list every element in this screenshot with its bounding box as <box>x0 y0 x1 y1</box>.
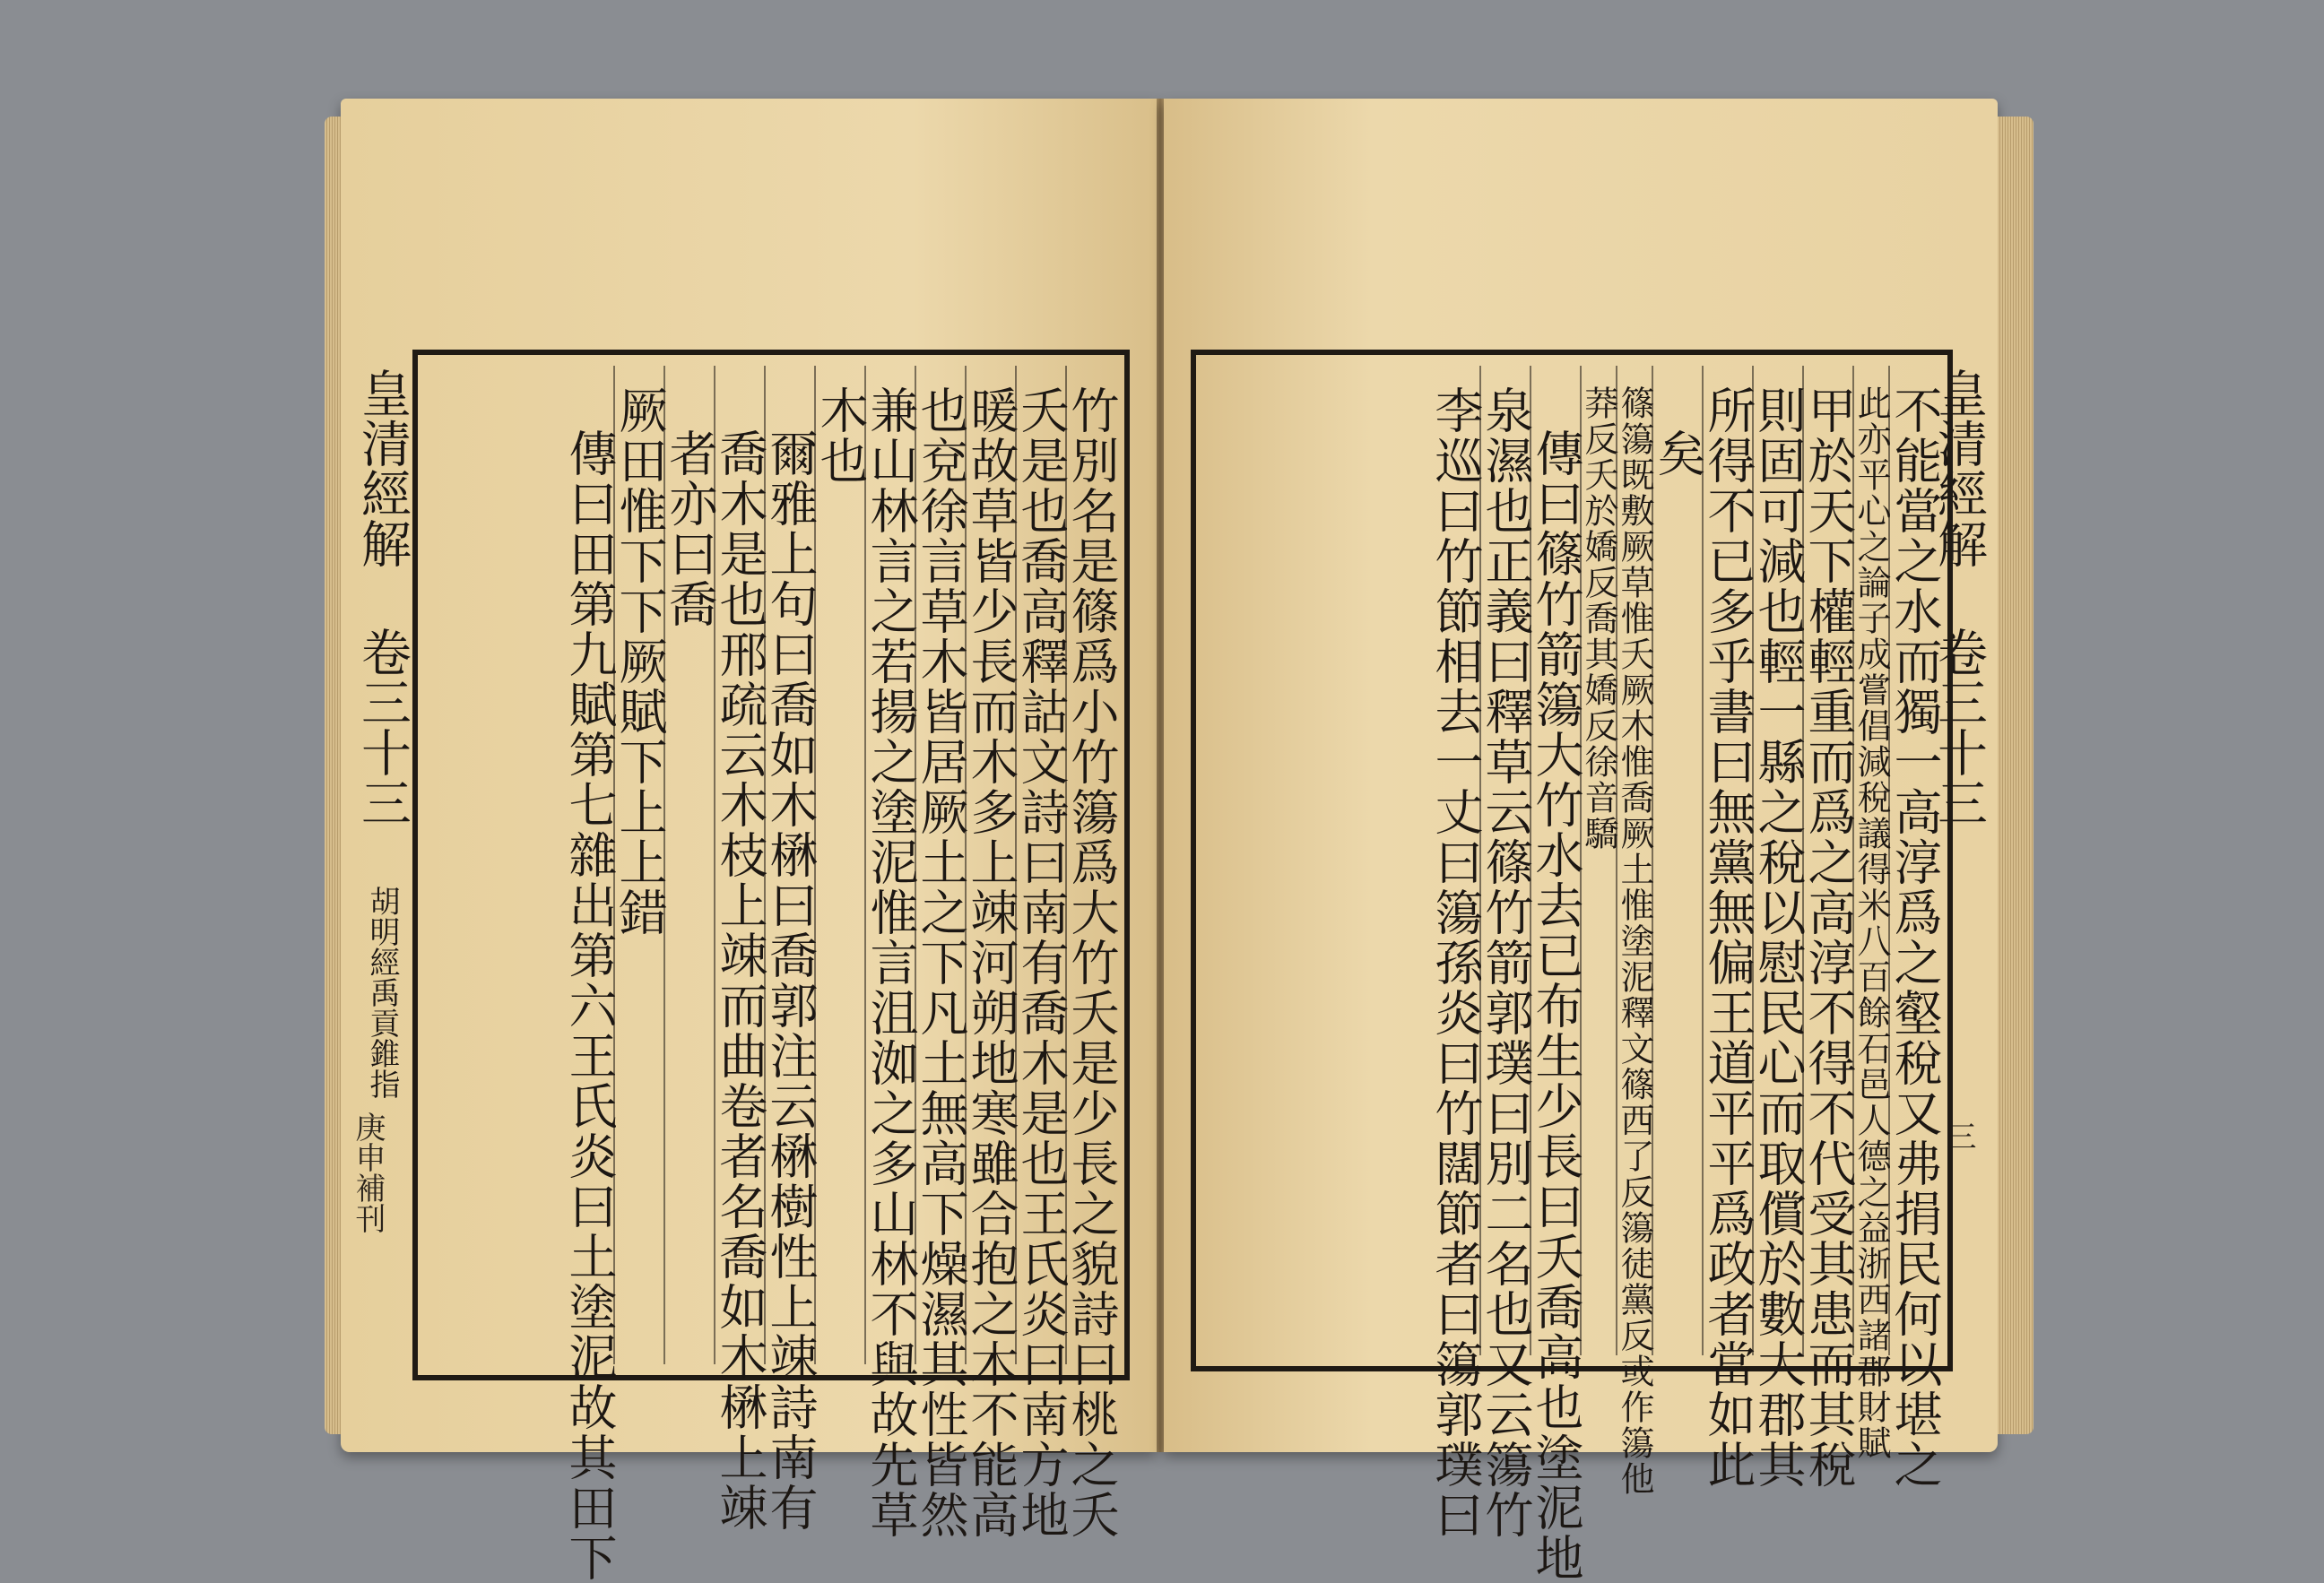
text-column: 泉濕也正義曰釋草云篠竹箭郭璞曰別二名也又云簜竹 <box>1479 366 1530 1355</box>
text-column: 篠簜既敷厥草惟夭厥木惟喬厥土惟塗泥釋文篠西了反簜徒黨反或作簜他 <box>1616 366 1652 1355</box>
text-column: 喬木是也邢疏云木枝上竦而曲卷者名喬如木楙上竦 <box>714 366 764 1364</box>
text-column: 李巡曰竹節相去一丈曰簜孫炎曰竹闊節者曰簜郭璞曰 <box>1427 385 1484 1540</box>
text-column: 爾雅上句曰喬如木楙曰喬郭注云楙樹性上竦詩南有 <box>764 366 814 1364</box>
left-text-frame <box>412 350 1130 1583</box>
right-text-frame <box>1191 350 1953 1583</box>
text-column: 兼山林言之若揚之塗泥惟言沮洳之多山林不與故先草 <box>864 366 915 1364</box>
right-margin-volume: 卷三十三 <box>1929 627 1988 827</box>
text-column: 暖故草皆少長而木多上竦河朔地寒雖合抱之木不能高 <box>965 366 1015 1364</box>
right-columns <box>1205 366 1943 1583</box>
text-column: 傳曰田第九賦第七雜出第六王氏炎曰土塗泥故其田下 <box>561 428 618 1583</box>
right-fold-note: 三 <box>1940 1120 1976 1151</box>
left-margin-note: 胡明經禹貢錐指 <box>364 886 400 1099</box>
text-column: 矣 <box>1652 366 1702 1355</box>
text-column: 者亦曰喬 <box>663 366 714 1364</box>
text-column: 也兗徐言草木皆居厥土之下凡土無高下燥濕其性皆然 <box>915 366 965 1364</box>
text-column: 甲於天下權輕重而爲之高淳不得不代受其患而其稅 <box>1802 366 1852 1355</box>
left-fold-note: 庚申補刊 <box>350 1112 386 1233</box>
text-column: 木也 <box>814 366 864 1364</box>
text-column: 此亦平心之論子成嘗倡減稅議得米八百餘石邑人德之益浙西諸郡財賦 <box>1852 366 1888 1355</box>
text-column: 莽反夭於嬌反喬其嬌反徐音驕 <box>1580 366 1616 1355</box>
text-column: 竹別名是篠爲小竹簜爲大竹夭是少長之貌詩曰桃之夭 <box>1065 366 1115 1364</box>
left-margin-title <box>353 368 412 1099</box>
right-margin-title-text: 皇清經解 <box>1929 368 1988 568</box>
text-column: 所得不已多乎書曰無黨無偏王道平平爲政者當如此 <box>1702 366 1752 1355</box>
left-columns <box>427 366 1120 1583</box>
left-page <box>341 99 1157 1583</box>
text-column: 傳曰篠竹箭簜大竹水去已布生少長曰夭喬高也塗泥地 <box>1530 366 1580 1355</box>
text-column: 不能當之水而獨一高淳爲之壑稅又弗捐民何以堪之 <box>1888 366 1938 1355</box>
text-column: 厥田惟下下厥賦下上上錯 <box>613 366 663 1364</box>
left-page-edge <box>325 117 341 1434</box>
open-book <box>341 99 2008 1583</box>
right-page <box>1164 99 1998 1583</box>
left-margin-volume: 卷三十三 <box>353 627 412 827</box>
text-column: 夭是也喬高釋詁文詩曰南有喬木是也王氏炎曰南方地 <box>1015 366 1065 1364</box>
text-column: 則固可減也輕一縣之稅以慰民心而取償於數大郡其 <box>1752 366 1802 1355</box>
left-margin-title-text: 皇清經解 <box>353 368 412 568</box>
right-page-edge <box>1998 117 2034 1434</box>
